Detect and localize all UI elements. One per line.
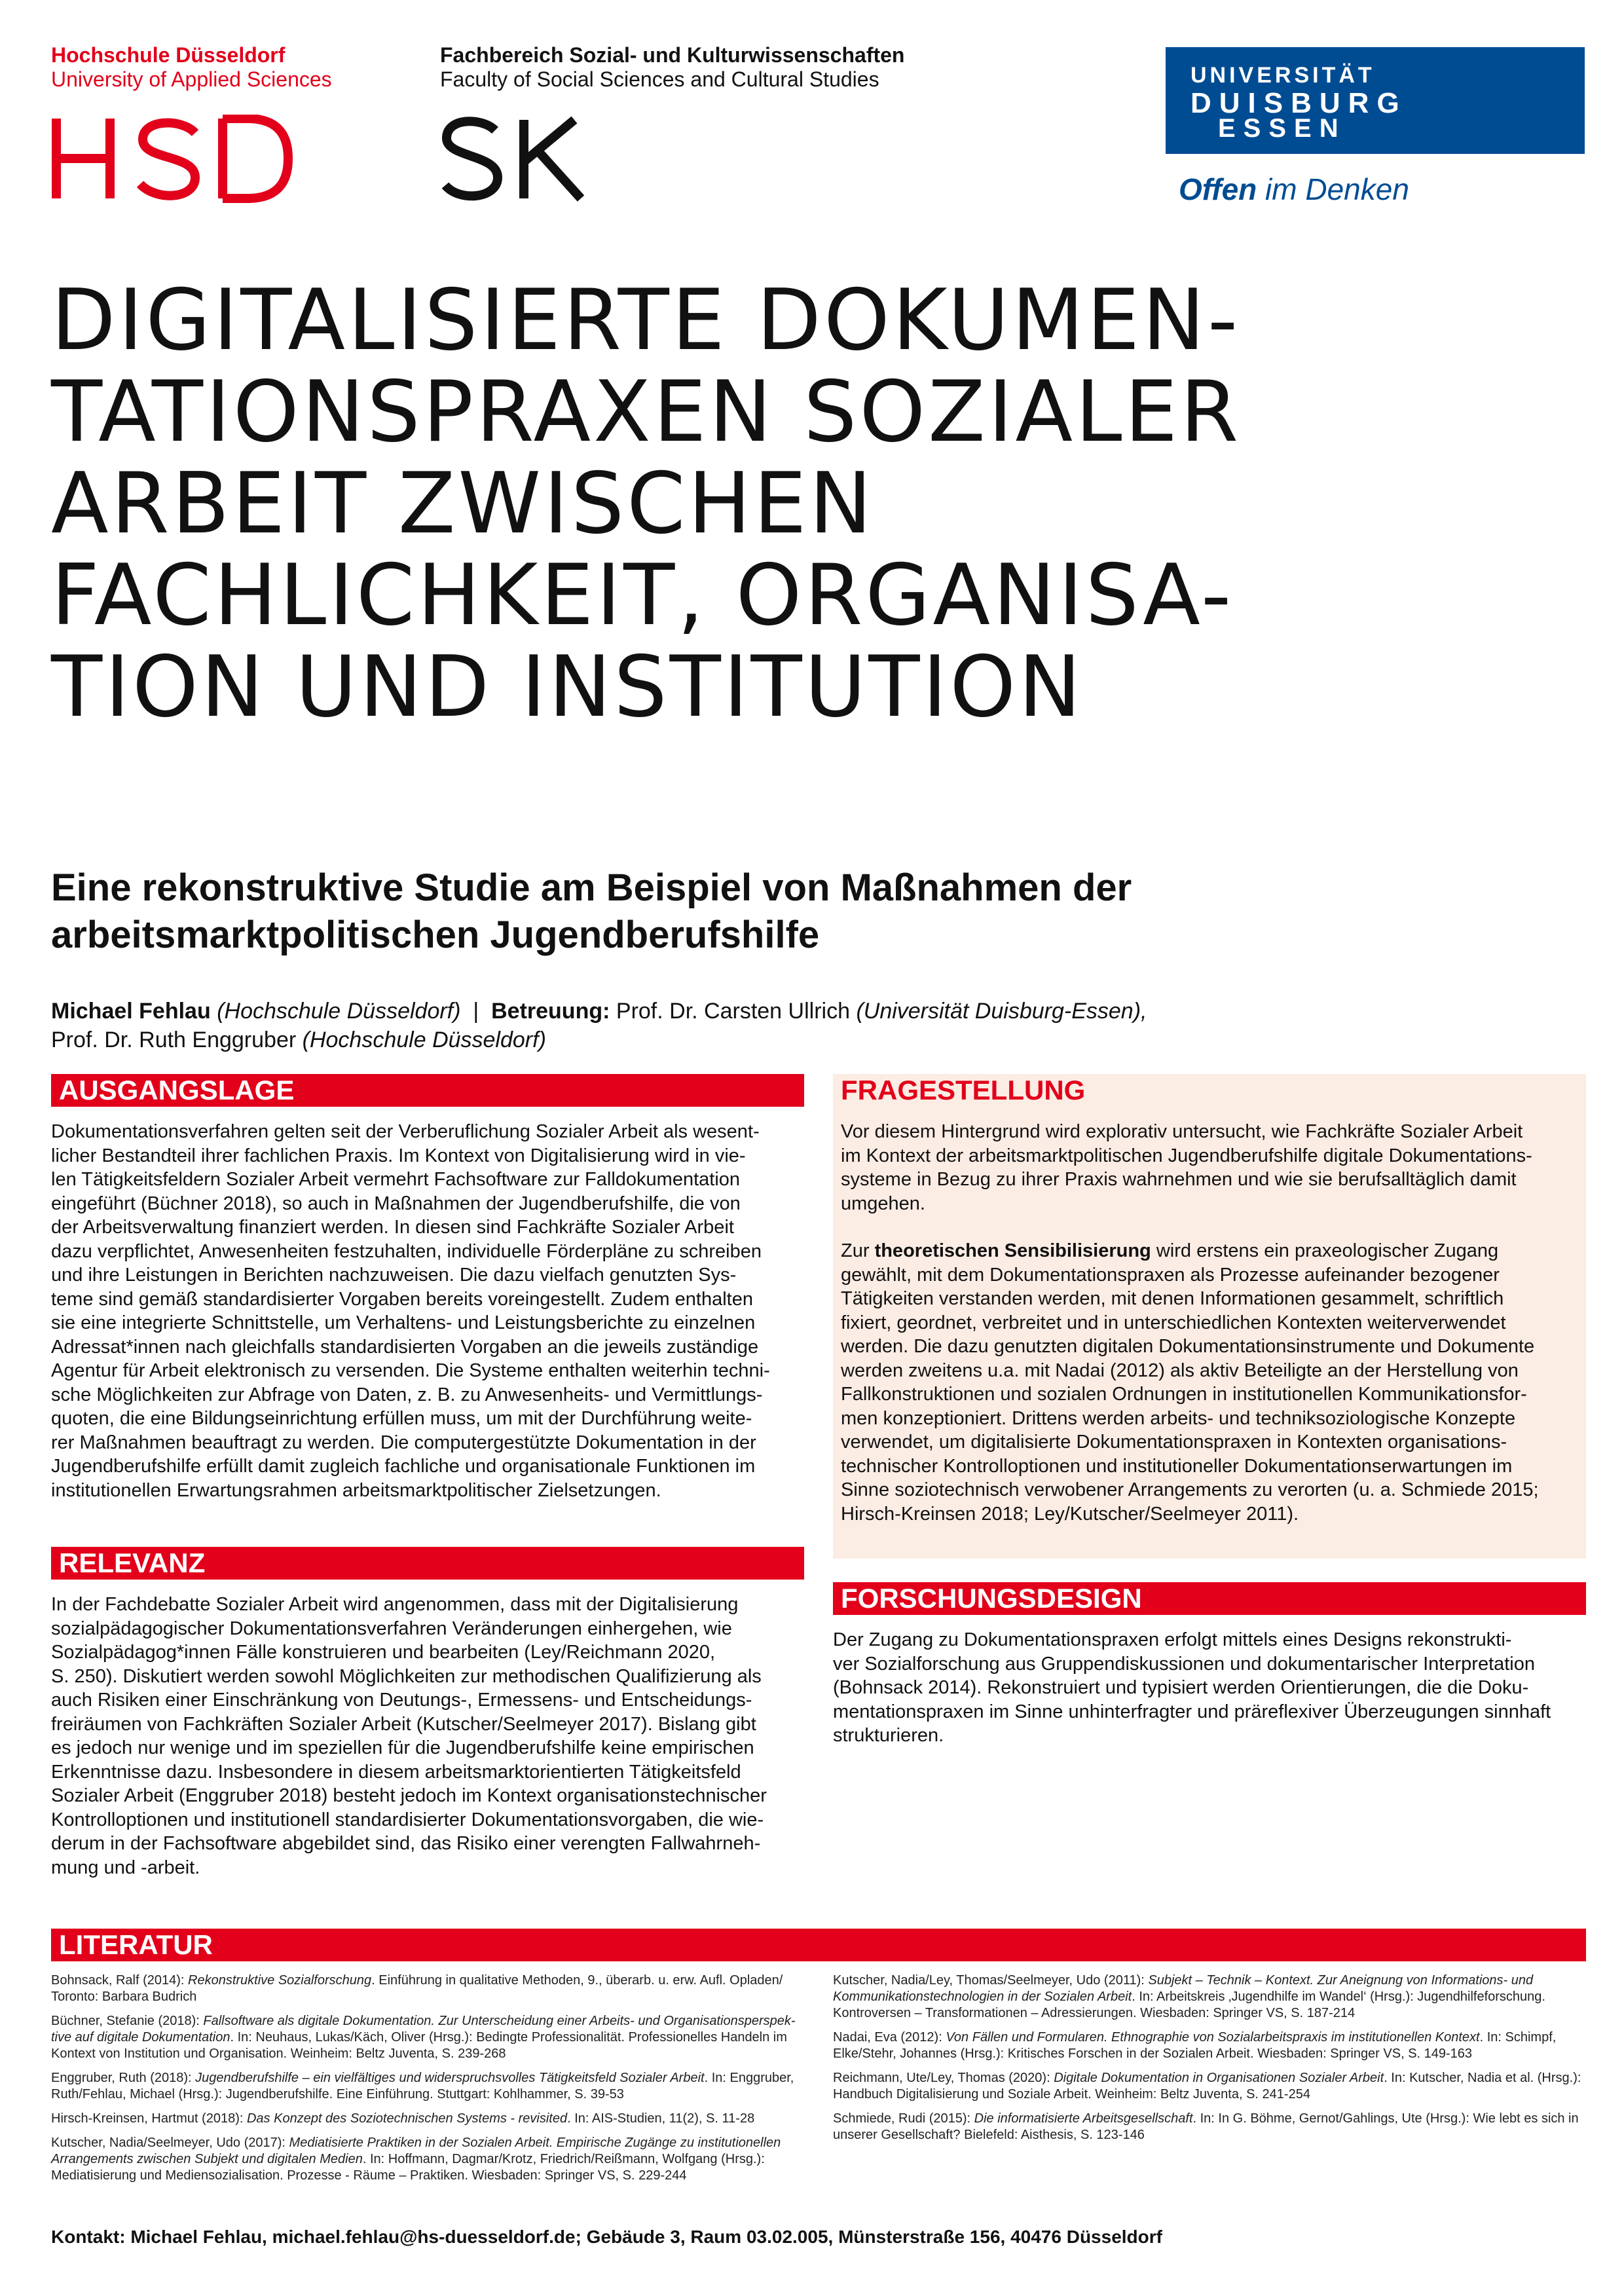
hsd-logo-graphic	[51, 115, 293, 203]
section-ausgangslage	[51, 1074, 804, 1502]
reference-item	[833, 2070, 1586, 2103]
poster-title	[51, 272, 1577, 736]
text-line: Erkenntnisse dazu. Insbesondere in diesem arbeitsmarktorientierten Tätigkeitsfeld	[51, 1761, 741, 1783]
supervisor-name: Prof. Dr. Ruth Enggruber	[51, 1028, 297, 1052]
reference-title: Mediatisierte Praktiken in der Sozialen Arbeit. Empirische Zugänge zu institutionellen Arrangements zwischen Subjekt und digitalen Medien	[51, 2136, 781, 2166]
text-line: S. 250). Diskutiert werden sowohl Möglichkeiten zur methodischen Qualifizierung als	[51, 1665, 762, 1687]
reference-rest: . In: AIS-Studien, 11(2), S. 11-28	[567, 2111, 755, 2126]
text-run: wird erstens ein praxeologischer Zugang	[1151, 1240, 1499, 1261]
author-name: Michael Fehlau	[51, 999, 211, 1024]
reference-title: Digitale Dokumentation in Organisationen Sozialer Arbeit	[1054, 2071, 1384, 2085]
text-line: institutionellen Erwartungsrahmen arbeitsmarktpolitischer Zielsetzungen.	[51, 1479, 661, 1501]
ude-tagline-bold: Offen	[1179, 172, 1257, 206]
reference-item	[51, 1972, 804, 2005]
ude-tagline-rest: im Denken	[1257, 172, 1409, 206]
ude-logo-line2: DUISBURG	[1190, 87, 1407, 119]
text-line: mung und -arbeit.	[51, 1857, 200, 1878]
section-heading: LITERATUR	[51, 1929, 1586, 1961]
text-emphasis: theoretischen Sensibilisierung	[874, 1240, 1151, 1261]
text-line: sie eine integrierte Schnittstelle, um Verhaltens- und Leistungsberichte zu einzelnen	[51, 1312, 756, 1333]
text-line: quoten, die eine Bildungseinrichtung erfüllen muss, um mit der Durchführung weite-	[51, 1408, 752, 1429]
reference-title: Jugendberufshilfe – ein vielfältiges und widerspruchsvolles Tätigkeitsfeld Sozialer Arbeit	[195, 2071, 705, 2085]
text-line: es jedoch nur wenige und im speziellen für die Jugendberufshilfe keine empirischen	[51, 1737, 754, 1758]
text-run: Zur	[841, 1240, 875, 1261]
author-line	[51, 997, 1577, 1054]
contact-line: Kontakt: Michael Fehlau, michael.fehlau@hs-duesseldorf.de; Gebäude 3, Raum 03.02.005, Münsterstraße 156, 40476 Düsseldorf	[51, 2227, 1162, 2247]
section-fragestellung	[833, 1074, 1586, 1526]
reference-item	[51, 2111, 804, 2127]
text-line: werden. Die dazu genutzten digitalen Dokumentationsinstrumente und Dokumente	[841, 1336, 1535, 1357]
supervisor-affiliation: (Hochschule Düsseldorf)	[302, 1028, 546, 1052]
title-line: TION UND INSTITUTION	[51, 639, 1084, 736]
subtitle-line: arbeitsmarktpolitischen Jugendberufshilfe	[51, 914, 820, 956]
text-line: sozialpädagogischer Dokumentationsverfahren Veränderungen einhergehen, wie	[51, 1618, 732, 1639]
text-line: Jugendberufshilfe erfüllt damit zugleich fachliche und organisationale Funktionen im	[51, 1456, 756, 1477]
text-line: In der Fachdebatte Sozialer Arbeit wird angenommen, dass mit der Digitalisierung	[51, 1594, 739, 1615]
text-line: derum in der Fachsoftware abgebildet sind, das Risiko einer verengten Fallwahrneh-	[51, 1833, 761, 1854]
reference-rest: . In: Arbeitskreis ‚Jugendhilfe im Wandel‘ (Hrsg.): Jugendhilfeforschung. Kontroversen – Transformationen – Adressierungen. Wiesbaden: Springer VS, S. 187-214	[833, 1990, 1545, 2020]
sk-logo	[440, 115, 591, 203]
reference-author: Kutscher, Nadia/Seelmeyer, Udo (2017):	[51, 2136, 289, 2150]
reference-item	[833, 2029, 1586, 2062]
reference-item	[51, 2070, 804, 2103]
supervisor-affiliation: (Universität Duisburg-Essen),	[856, 999, 1147, 1024]
sk-logo-graphic	[440, 115, 591, 203]
section-body	[833, 1120, 1586, 1526]
text-line: freiräumen von Fachkräften Sozialer Arbeit (Kutscher/Seelmeyer 2017). Bislang gibt	[51, 1713, 756, 1735]
reference-rest: . In: Schimpf, Elke/Stehr, Johannes (Hrsg.): Kritisches Forschen in der Sozialen Arbeit. Wiesbaden: Springer VS, S. 149-163	[833, 2030, 1557, 2061]
text-line: verwendet, um digitalisierte Dokumentationspraxen in Kontexten organisations-	[841, 1432, 1507, 1453]
section-heading: RELEVANZ	[51, 1547, 804, 1580]
text-line: teme sind gemäß standardisierter Vorgaben bereits voreingestellt. Zudem enthalten	[51, 1288, 753, 1310]
poster-subtitle	[51, 864, 1577, 959]
text-line: len Tätigkeitsfeldern Sozialer Arbeit vermehrt Fachsoftware zur Falldokumentation	[51, 1169, 741, 1190]
ude-logo	[1166, 47, 1585, 154]
section-body	[833, 1628, 1586, 1748]
section-heading: AUSGANGSLAGE	[51, 1074, 804, 1107]
text-line	[841, 1239, 1578, 1263]
ude-logo-line1: UNIVERSITÄT	[1190, 63, 1375, 88]
reference-item	[833, 1972, 1586, 2022]
reference-title: Die informatisierte Arbeitsgesellschaft	[974, 2111, 1193, 2126]
text-line: licher Bestandteil ihrer fachlichen Praxis. Im Kontext von Digitalisierung wird in vie-	[51, 1145, 746, 1166]
text-line: Hirsch-Kreinsen 2018; Ley/Kutscher/Seelmeyer 2011).	[841, 1503, 1299, 1525]
ude-logo-line3: ESSEN	[1218, 114, 1346, 143]
text-line: im Kontext der arbeitsmarktpolitischen Jugendberufshilfe digitale Dokumentations-	[841, 1145, 1532, 1166]
text-line: strukturieren.	[833, 1725, 944, 1746]
text-line: Vor diesem Hintergrund wird explorativ untersucht, wie Fachkräfte Sozialer Arbeit	[841, 1121, 1523, 1142]
text-line: eingeführt (Büchner 2018), so auch in Maßnahmen der Jugendberufshilfe, die von	[51, 1193, 741, 1214]
reference-author: Reichmann, Ute/Ley, Thomas (2020):	[833, 2071, 1054, 2085]
reference-item	[51, 2135, 804, 2184]
supervision-label: Betreuung:	[491, 999, 610, 1024]
text-line: gewählt, mit dem Dokumentationspraxen als Prozesse aufeinander bezogener	[841, 1264, 1500, 1286]
reference-item	[51, 2013, 804, 2062]
text-line: Sozialpädagog*innen Fälle konstruieren und bearbeiten (Ley/Reichmann 2020,	[51, 1642, 716, 1663]
supervisor-name: Prof. Dr. Carsten Ullrich	[616, 999, 850, 1024]
reference-rest: . In: Enggruber, Ruth/Fehlau, Michael (Hrsg.): Jugendberufshilfe. Eine Einführung. Stuttgart: Kohlhammer, S. 39-53	[51, 2071, 794, 2102]
reference-title: Rekonstruktive Sozialforschung	[188, 1973, 372, 1988]
reference-rest: . Einführung in qualitative Methoden, 9., überarb. u. erw. Aufl. Opladen/ Toronto: Barbara Budrich	[51, 1973, 783, 2004]
reference-rest: . In: In G. Böhme, Gernot/Gahlings, Ute (Hrsg.): Wie lebt es sich in unserer Gesellschaft? Bielefeld: Aisthesis, S. 123-146	[833, 2111, 1579, 2142]
section-heading: FORSCHUNGSDESIGN	[833, 1582, 1586, 1615]
title-line: TATIONSPRAXEN SOZIALER	[51, 363, 1242, 461]
literature-list-left	[51, 1972, 804, 2192]
text-line: Adressat*innen nach gleichfalls standardisierten Vorgaben an die jeweils zuständige	[51, 1336, 759, 1358]
reference-item	[833, 2111, 1586, 2143]
text-line: Kontrolloptionen und institutionell standardisierter Dokumentationsvorgaben, die wie-	[51, 1809, 764, 1830]
reference-author: Hirsch-Kreinsen, Hartmut (2018):	[51, 2111, 247, 2126]
text-line: Der Zugang zu Dokumentationspraxen erfolgt mittels eines Designs rekonstrukti-	[833, 1629, 1512, 1650]
author-affiliation: (Hochschule Düsseldorf)	[217, 999, 461, 1024]
text-line: dazu verpflichtet, Anwesenheiten festzuhalten, individuelle Förderpläne zu schreiben	[51, 1240, 762, 1262]
text-line: men konzeptioniert. Drittens werden arbeits- und techniksoziologische Konzepte	[841, 1407, 1516, 1429]
text-line: sche Möglichkeiten zur Abfrage von Daten, z. B. zu Anwesenheits- und Vermittlungs-	[51, 1384, 763, 1405]
reference-title: Das Konzept des Soziotechnischen Systems - revisited	[246, 2111, 568, 2126]
section-body	[51, 1593, 804, 1879]
text-line: fixiert, geordnet, verbreitet und in unterschiedlichen Kontexten weiterverwendet	[841, 1312, 1506, 1333]
text-line: der Arbeitsverwaltung finanziert werden. In diesen sind Fachkräfte Sozialer Arbeit	[51, 1217, 734, 1238]
reference-author: Büchner, Stefanie (2018):	[51, 2014, 204, 2028]
reference-rest: . In: Hoffmann, Dagmar/Krotz, Friedrich/Reißmann, Wolfgang (Hrsg.): Mediatisierung und Mediensozialisation. Prozesse - Räume – Praktiken. Wiesbaden: Springer VS, S. 229-244	[51, 2152, 765, 2183]
text-line: technischer Kontrolloptionen und institutioneller Dokumentationserwartungen im	[841, 1455, 1513, 1477]
text-line: Agentur für Arbeit elektronisch zu versenden. Die Systeme enthalten weiterhin techni-	[51, 1360, 770, 1381]
text-line: ver Sozialforschung aus Gruppendiskussionen und dokumentarischer Interpretation	[833, 1653, 1536, 1675]
title-line: FACHLICHKEIT, ORGANISA-	[51, 547, 1234, 644]
reference-author: Kutscher, Nadia/Ley, Thomas/Seelmeyer, Udo (2011):	[833, 1973, 1149, 1988]
section-body	[51, 1120, 804, 1502]
reference-title: Subjekt – Technik – Kontext. Zur Aneignung von Informations- und Kommunikationstechnologien in der Sozialen Arbeit	[833, 1973, 1534, 2004]
faculty-name: Fachbereich Sozial- und Kulturwissenschaften	[440, 43, 905, 67]
section-relevanz	[51, 1547, 804, 1879]
reference-author: Enggruber, Ruth (2018):	[51, 2071, 196, 2085]
subtitle-line: Eine rekonstruktive Studie am Beispiel von Maßnahmen der	[51, 866, 1132, 909]
text-line: (Bohnsack 2014). Rekonstruiert und typisiert werden Orientierungen, die die Doku-	[833, 1677, 1529, 1698]
section-literatur	[51, 1929, 1586, 1961]
reference-title: Von Fällen und Formularen. Ethnographie von Sozialarbeitspraxis im institutionellen Kontext	[946, 2030, 1480, 2045]
hsd-subtitle: University of Applied Sciences	[51, 67, 332, 91]
title-line: ARBEIT ZWISCHEN	[51, 455, 875, 553]
literature-list-right	[833, 1972, 1586, 2151]
separator: |	[473, 999, 479, 1024]
ude-tagline	[1179, 172, 1409, 207]
text-line: umgehen.	[841, 1193, 925, 1214]
text-line: Dokumentationsverfahren gelten seit der Verberuflichung Sozialer Arbeit als wesent-	[51, 1121, 760, 1142]
reference-rest: . In: Neuhaus, Lukas/Käch, Oliver (Hrsg.): Bedingte Professionalität. Professionelles Handeln im Kontext von Institution und Organisation. Weinheim: Beltz Juventa, S. 239-268	[51, 2030, 787, 2061]
section-heading: FRAGESTELLUNG	[841, 1075, 1086, 1105]
text-line: auch Risiken einer Einschränkung von Deutungs-, Ermessens- und Entscheidungs-	[51, 1690, 752, 1711]
reference-title: Fallsoftware als digitale Dokumentation. Zur Unterscheidung einer Arbeits- und Organisationsperspek-tive auf digitale Dokumentation	[51, 2014, 796, 2045]
title-line: DIGITALISIERTE DOKUMEN-	[51, 272, 1241, 369]
text-line: werden zweitens u.a. mit Nadai (2012) als aktiv Beteiligte an der Herstellung von	[841, 1360, 1519, 1381]
reference-author: Schmiede, Rudi (2015):	[833, 2111, 974, 2126]
faculty-subtitle: Faculty of Social Sciences and Cultural Studies	[440, 67, 879, 91]
reference-rest: . In: Kutscher, Nadia et al. (Hrsg.): Handbuch Digitalisierung und Soziale Arbeit. Weinheim: Beltz Juventa, S. 241-254	[833, 2071, 1581, 2102]
text-line: Sozialer Arbeit (Enggruber 2018) besteht jedoch im Kontext organisationstechnischer	[51, 1785, 767, 1806]
text-line: rer Maßnahmen beauftragt zu werden. Die computergestützte Dokumentation in der	[51, 1432, 756, 1453]
section-forschungsdesign	[833, 1582, 1586, 1748]
text-line: Fallkonstruktionen und sozialen Ordnungen in institutionellen Kommunikationsfor-	[841, 1384, 1527, 1405]
text-line: systeme in Bezug zu ihrer Praxis wahrnehmen und wie sie berufsalltäglich damit	[841, 1169, 1517, 1190]
text-line: Tätigkeiten verstanden werden, mit denen Informationen gesammelt, schriftlich	[841, 1288, 1504, 1309]
reference-author: Nadai, Eva (2012):	[833, 2030, 946, 2045]
hsd-name: Hochschule Düsseldorf	[51, 43, 286, 67]
text-line: mentationspraxen im Sinne unhinterfragter und präreflexiver Überzeugungen sinnhaft	[833, 1701, 1551, 1722]
text-line: Sinne soziotechnisch verwobener Arrangements zu verorten (u. a. Schmiede 2015;	[841, 1479, 1539, 1500]
hsd-logo	[51, 115, 293, 203]
reference-author: Bohnsack, Ralf (2014):	[51, 1973, 188, 1988]
text-line: und ihre Leistungen in Berichten nachzuweisen. Die dazu vielfach genutzten Sys-	[51, 1265, 737, 1286]
